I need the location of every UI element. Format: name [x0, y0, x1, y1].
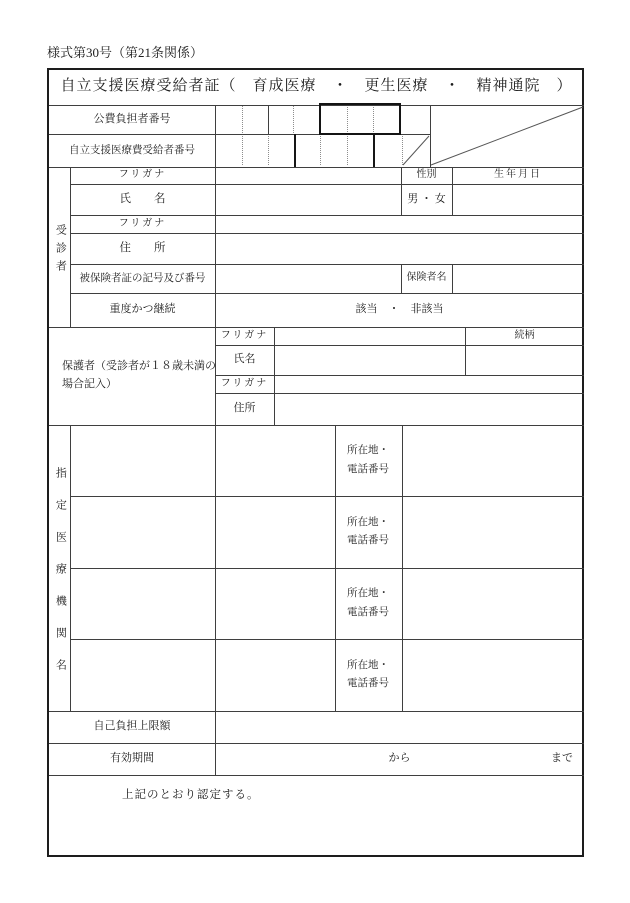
patient-name-field: [215, 184, 401, 215]
validity-to-label: まで: [551, 752, 573, 765]
guardian-address-furigana-field: [274, 375, 584, 393]
certification-signature-area: [49, 815, 584, 855]
payer-number-field: [215, 105, 430, 134]
location-label-line1: 所在地・: [347, 588, 389, 600]
copay-limit-label: 自己負担上限額: [93, 720, 171, 733]
institution-2-type-field: [215, 496, 335, 568]
institution-3-location-label: [335, 568, 402, 639]
insurer-name-field: [452, 264, 584, 293]
institution-4-location-field: [402, 639, 584, 711]
severe-continuous-options: 該当 ・ 非該当: [355, 303, 444, 316]
payer-number-label: 公費負担者番号: [93, 112, 171, 125]
institution-1-location-field: [402, 425, 584, 496]
patient-section-label: 受診者: [54, 223, 67, 278]
patient-furigana-label: フリガナ: [118, 169, 167, 181]
location-label-line1: 所在地・: [347, 659, 389, 671]
sex-options: 男 ・ 女: [407, 192, 446, 205]
institution-4-type-field: [215, 639, 335, 711]
institution-1-name-field: [70, 425, 215, 496]
insured-card-number-label: 被保険者証の記号及び番号: [79, 272, 206, 284]
recipient-number-label: 自立支援医療費受給者番号: [69, 144, 195, 156]
location-label-line2: 電話番号: [347, 678, 389, 689]
patient-furigana-field: [215, 167, 401, 184]
institution-3-name-field: [70, 568, 215, 639]
institution-1-type-field: [215, 425, 335, 496]
severe-continuous-label: 重度かつ継続: [109, 303, 176, 316]
guardian-section-label-line1: 保護者（受診者が１８歳未満の: [62, 360, 216, 373]
patient-address-furigana-field: [215, 215, 584, 233]
location-label-line1: 所在地・: [347, 516, 389, 528]
guardian-address-field: [274, 393, 584, 425]
certification-statement: 上記のとおり認定する。: [122, 788, 260, 801]
recipient-number-field: [215, 134, 430, 167]
guardian-relationship-label: 続柄: [514, 329, 535, 341]
insurer-name-label: 保険者名: [406, 272, 447, 284]
institution-2-location-field: [402, 496, 584, 568]
patient-name-label: 氏 名: [119, 193, 166, 206]
guardian-furigana-field: [274, 327, 465, 345]
copay-limit-field: [215, 711, 584, 743]
form-title: 自立支援医療受給者証（ 育成医療 ・ 更生医療 ・ 精神通院 ）: [60, 78, 573, 95]
institution-3-type-field: [215, 568, 335, 639]
validity-period-label: 有効期間: [110, 752, 154, 765]
insured-card-number-field: [215, 264, 401, 293]
guardian-address-label: 住所: [233, 402, 256, 415]
guardian-name-field: [274, 345, 465, 375]
institution-2-name-field: [70, 496, 215, 568]
location-label-line2: 電話番号: [347, 606, 389, 618]
institution-4-name-field: [70, 639, 215, 711]
location-label-line2: 電話番号: [347, 463, 389, 475]
form-number-heading: 様式第30号（第21条関係）: [47, 44, 204, 60]
patient-address-furigana-label: フリガナ: [118, 217, 167, 229]
location-label-line2: 電話番号: [347, 535, 389, 546]
birthdate-header-label: 生年月日: [494, 169, 542, 181]
guardian-section-label-line2: 場合記入）: [62, 378, 117, 390]
patient-address-label: 住 所: [119, 242, 166, 255]
guardian-relationship-field: [465, 345, 584, 375]
sex-header-label: 性別: [416, 169, 437, 181]
patient-address-field: [215, 233, 584, 264]
guardian-name-label: 氏名: [233, 353, 256, 366]
grid-line: [430, 105, 431, 167]
institution-4-location-label: [335, 639, 402, 711]
institution-1-location-label: [335, 425, 402, 496]
location-label-line1: 所在地・: [347, 445, 389, 457]
guardian-furigana-label: フリガナ: [220, 329, 269, 341]
institutions-section-label: 指定医療機関名: [54, 466, 67, 691]
birthdate-field: [452, 184, 584, 215]
institution-2-location-label: [335, 496, 402, 568]
validity-from-label: から: [388, 752, 411, 765]
guardian-section-label: [49, 327, 215, 425]
guardian-address-furigana-label: フリガナ: [220, 377, 269, 389]
institution-3-location-field: [402, 568, 584, 639]
